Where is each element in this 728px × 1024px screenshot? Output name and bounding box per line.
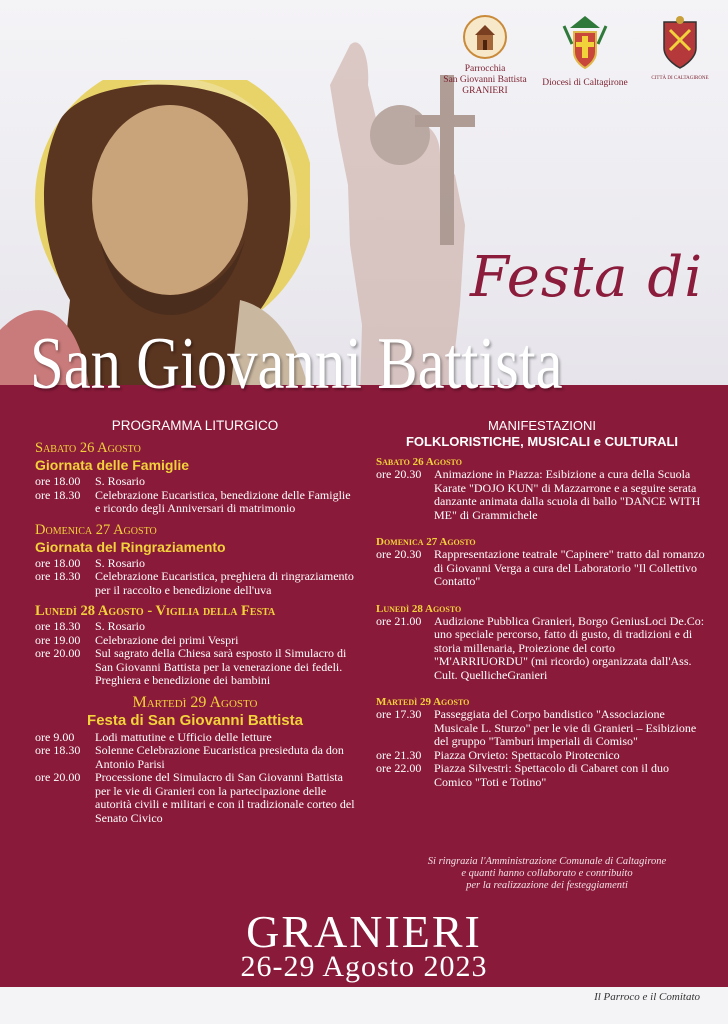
manifestazioni-heading-1: MANIFESTAZIONI xyxy=(487,418,597,433)
event-row xyxy=(35,771,355,825)
parrocchia-line1: Parrocchia xyxy=(464,64,506,74)
diocesi-label: Diocesi di Caltagirone xyxy=(542,78,628,88)
event-text: S. Rosario xyxy=(95,474,146,488)
event-text: Piazza Orvieto: Spettacolo Pirotecnico xyxy=(434,747,620,762)
liturgico-heading: PROGRAMMA LITURGICO xyxy=(111,418,279,433)
event-text: S. Rosario xyxy=(95,555,146,570)
event-time: ore 17.30 xyxy=(376,707,422,721)
thanks-note xyxy=(392,856,702,892)
footer-bar xyxy=(0,987,728,1024)
event-time: ore 18.30 xyxy=(35,569,81,583)
event-row xyxy=(35,489,355,516)
day-label: Sabato 26 Agosto xyxy=(35,440,141,456)
event-time: ore 18.00 xyxy=(35,474,81,488)
citta-logo xyxy=(650,14,710,82)
parrocchia-line3: GRANIERI xyxy=(462,86,508,96)
event-time: ore 20.30 xyxy=(376,547,422,561)
day-theme: Giornata delle Famiglie xyxy=(35,457,190,473)
day-label: Martedì 29 Agosto xyxy=(132,693,258,711)
manifestazioni-heading-2: FOLKLORISTICHE, MUSICALI e CULTURALI xyxy=(405,434,679,449)
event-text: Piazza Silvestri: Spettacolo di Cabaret con il duo Comico "Toti e Totino" xyxy=(434,761,669,789)
signature: Il Parroco e il Comitato xyxy=(594,991,700,1003)
event-time: ore 18.30 xyxy=(35,743,81,757)
day-label: Lunedì 28 Agosto - Vigilia della Festa xyxy=(35,603,276,619)
city-coat-of-arms-icon xyxy=(658,14,702,72)
event-row xyxy=(376,749,708,763)
event-text: Audizione Pubblica Granieri, Borgo GeniusLoci De.Co: uno speciale percorso, fatto di gusto, di tradizioni e di storia millenaria, Proiezione del corto "M'ARRIUORDU" (mi ricordo) organizzata dall'Ass. Cult. QuellicheGranieri xyxy=(434,613,705,682)
day-label: Domenica 27 Agosto xyxy=(376,536,476,548)
liturgico-day-2 xyxy=(35,522,355,598)
day-label: Domenica 27 Agosto xyxy=(35,521,157,538)
event-time: ore 18.30 xyxy=(35,487,81,502)
event-text: Passeggiata del Corpo bandistico "Associazione Musicale L. Sturzo" per le vie di Granieri – Esibizione del gruppo "Tamburi imperiali di Comiso" xyxy=(434,707,697,748)
event-text: Celebrazione dei primi Vespri xyxy=(95,632,239,647)
day-label: Martedì 29 Agosto xyxy=(376,696,470,708)
event-text: Lodi mattutine e Ufficio delle letture xyxy=(95,729,272,744)
event-time: ore 21.00 xyxy=(376,613,422,628)
event-dates: 26-29 Agosto 2023 xyxy=(240,950,488,983)
event-row xyxy=(35,647,355,688)
manifestazioni-column xyxy=(376,418,708,789)
event-row xyxy=(35,634,355,648)
citta-label: CITTÀ DI CALTAGIRONE xyxy=(651,76,709,81)
event-time: ore 22.00 xyxy=(376,761,422,775)
event-row xyxy=(35,731,355,745)
event-text: Solenne Celebrazione Eucaristica presieduta da don Antonio Parisi xyxy=(95,743,344,771)
event-row xyxy=(376,762,708,789)
event-time: ore 20.30 xyxy=(376,467,422,481)
event-row xyxy=(35,620,355,634)
parrocchia-line2: San Giovanni Battista xyxy=(443,75,527,85)
event-row xyxy=(35,570,355,597)
programma-liturgico-column xyxy=(35,418,355,825)
event-text: Celebrazione Eucaristica, benedizione delle Famiglie e ricordo degli Anniversari di matrimonio xyxy=(95,487,351,515)
church-icon xyxy=(462,14,508,60)
event-text: Animazione in Piazza: Esibizione a cura della Scuola Karate "DOJO KUN" di Mazzarrone e a seguire serata danzante animata dalla scuola di ballo "DANCE WITH ME" di Grammichele xyxy=(434,467,701,522)
liturgico-day-4 xyxy=(35,694,355,826)
liturgico-day-3 xyxy=(35,603,355,688)
event-text: Celebrazione Eucaristica, preghiera di ringraziamento per il raccolto e benedizione dell'uva xyxy=(95,569,354,597)
day-theme: Festa di San Giovanni Battista xyxy=(87,711,303,729)
event-time: ore 18.00 xyxy=(35,555,81,570)
event-row xyxy=(376,708,708,749)
event-row xyxy=(35,557,355,571)
event-time: ore 18.30 xyxy=(35,619,81,633)
event-text: Rappresentazione teatrale "Capinere" tratto dal romanzo di Giovanni Verga a cura del Laboratorio "Il Collettivo Contatto" xyxy=(434,547,705,588)
event-text: Processione del Simulacro di San Giovanni Battista per le vie di Granieri con la partecipazione delle autorità civili e militari e con il tradizionale corteo del Senato Civico xyxy=(95,770,355,825)
liturgico-day-1 xyxy=(35,440,355,516)
event-row xyxy=(376,615,708,683)
event-time: ore 20.00 xyxy=(35,770,81,784)
day-label: Sabato 26 Agosto xyxy=(376,456,462,468)
event-time: ore 19.00 xyxy=(35,632,81,647)
diocesi-logo xyxy=(540,14,630,89)
event-row xyxy=(35,744,355,771)
festa-di-heading: Festa di xyxy=(470,245,704,310)
thanks-line-3: per la realizzazione dei festeggiamenti xyxy=(466,880,628,891)
event-text: Sul sagrato della Chiesa sarà esposto il Simulacro di San Giovanni Battista per la venerazione dei fedeli. Preghiera e benedizione dei bambini xyxy=(95,646,347,687)
place-name: GRANIERI xyxy=(246,906,482,957)
manifestazioni-day-3 xyxy=(376,603,708,683)
thanks-line-2: e quanti hanno collaborato e contribuito xyxy=(461,868,633,879)
day-theme: Giornata del Ringraziamento xyxy=(35,538,226,555)
manifestazioni-day-1 xyxy=(376,456,708,522)
day-label: Lunedì 28 Agosto xyxy=(376,602,462,615)
manifestazioni-day-4 xyxy=(376,696,708,789)
event-row xyxy=(376,468,708,522)
event-time: ore 21.30 xyxy=(376,747,422,762)
main-title: San Giovanni Battista xyxy=(30,323,563,405)
event-row xyxy=(376,548,708,589)
bishop-coat-of-arms-icon xyxy=(558,14,612,74)
event-text: S. Rosario xyxy=(95,619,146,633)
parrocchia-logo xyxy=(438,14,532,97)
event-time: ore 9.00 xyxy=(35,729,75,744)
event-row xyxy=(35,475,355,489)
event-time: ore 20.00 xyxy=(35,646,81,660)
manifestazioni-day-2 xyxy=(376,536,708,589)
thanks-line-1: Si ringrazia l'Amministrazione Comunale di Caltagirone xyxy=(427,856,667,867)
